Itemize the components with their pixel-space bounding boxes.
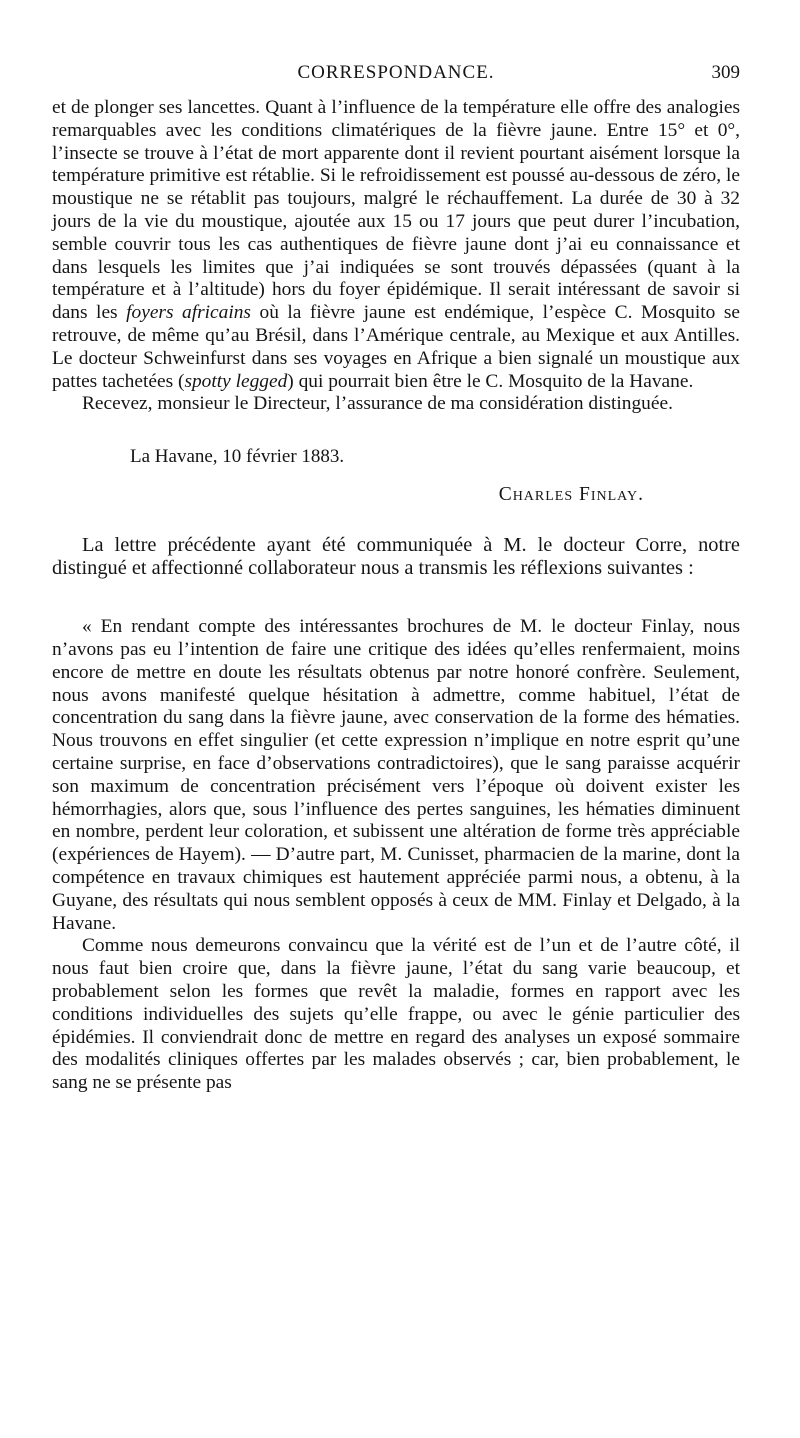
letter-italic-spotty: spotty legged — [184, 370, 288, 392]
letter-dateline: La Havane, 10 février 1883. — [130, 446, 345, 468]
letter-closing: Recevez, monsieur le Directeur, l’assurance de ma considération distinguée. — [82, 393, 673, 415]
running-title: CORRESPONDANCE. — [297, 62, 495, 83]
response-paragraph-1: « En rendant compte des intéressantes brochures de M. le docteur Finlay, nous n’avons pas eu l’intention de faire une critique des idées qu’elles renfermaient, moins encore de mettre en doute les résultats obtenus par notre honoré confrère. Seulement, nous avons manifesté quelque hésitation à admettre, comme habituel, l’état de concentration du sang dans la fièvre jaune, avec conservation de la forme des hématies. Nous trouvons en effet singulier (et cette expression n’implique en notre esprit qu’une certaine surprise, en face d’observations contradictoires), que le sang paraisse acquérir son maximum de concentration précisément vers l’époque où doivent exister les hémorrhagies, alors que, sous l’influence des pertes sanguines, les hématies diminuent en nombre, perdent leur coloration, et subissent une altération de forme très appréciable (expériences de Hayem). — D’autre part, M. Cunisset, pharmacien de la marine, dont la compétence en travaux chimiques est hautement appréciée parmi nous, a obtenu, à la Guyane, des résultats qui nous semblent opposés à ceux de MM. Finlay et Delgado, à la Havane. — [52, 616, 740, 934]
letter-text-1: et de plonger ses lancettes. Quant à l’influence de la température elle offre des analogies remarquables avec les conditions climatériques de la fièvre jaune. Entre 15° et 0°, l’insecte se trouve à l’état de mort apparente dont il revient pourtant aisément lorsque la température primitive est rétablie. Si le refroidissement est poussé au-dessous de zéro, le moustique ne se rétablit pas toujours, malgré le réchauffement. La durée de 30 à 32 jours de la vie du moustique, ajoutée aux 15 ou 17 jours que peut durer l’incubation, semble couvrir tous les cas authentiques de fièvre jaune dont j’ai eu connaissance et dans lesquels les limites que j’ai indiquées se sont trouvés dépassées (quant à la température et à l’altitude) hors du foyer épidémique. Il serait intéressant de savoir si dans les — [52, 97, 740, 324]
letter-text-2: où la fièvre jaune est endémique, l’espèce C. Mosquito se retrouve, de même qu’au Brésil, dans l’Amérique centrale, au Mexique et aux Antilles. Le docteur Schweinfurst dans ses voyages en Afrique a bien signalé un moustique aux pattes tachetées ( — [52, 302, 741, 392]
editorial-note: La lettre précédente ayant été communiquée à M. le docteur Corre, notre distingué et affectionné collaborateur nous a transmis les réflexions suivantes : — [52, 534, 740, 580]
letter-continuation-paragraph — [52, 97, 740, 393]
page-body — [52, 97, 740, 1095]
page-header — [52, 62, 740, 88]
response-paragraph-2: Comme nous demeurons convaincu que la vérité est de l’un et de l’autre côté, il nous faut bien croire que, dans la fièvre jaune, l’état du sang varie beaucoup, et probablement selon les formes que revêt la maladie, formes en rapport avec les conditions individuelles des sujets qu’elle frappe, ou avec le génie particulier des épidémies. Il conviendrait donc de mettre en regard des analyses un exposé sommaire des modalités cliniques offertes par les malades observés ; car, bien probablement, le sang ne se présente pas — [52, 935, 740, 1094]
page-number: 309 — [711, 62, 740, 83]
letter-italic-foyers: foyers africains — [126, 302, 251, 324]
letter-signature: Charles Finlay. — [498, 484, 644, 506]
letter-text-3: ) qui pourrait bien être le C. Mosquito de la Havane. — [287, 370, 694, 392]
